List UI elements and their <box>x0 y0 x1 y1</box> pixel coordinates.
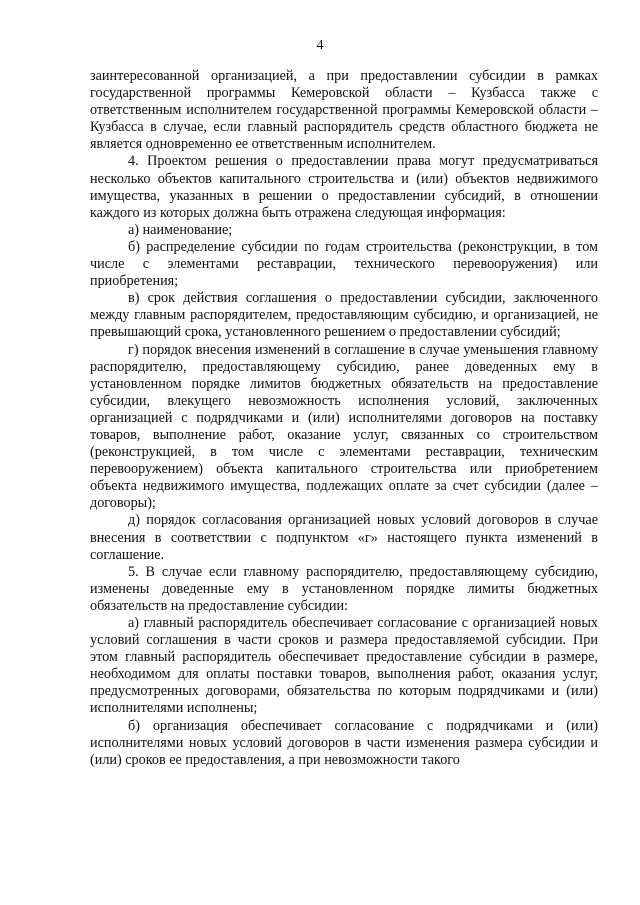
paragraph-item-5-subitem-b: б) организация обеспечивает согласование с подрядчиками и (или) исполнителями новых условий договоров в части изменения размера субсидии и (или) сроков ее предоставления, а при невозможности такого <box>90 717 598 768</box>
paragraph-subitem-b: б) распределение субсидии по годам строительства (реконструкции, в том числе с элементами реставрации, технического перевооружения) или приобретения; <box>90 238 598 290</box>
paragraph-subitem-a: а) наименование; <box>128 221 233 238</box>
paragraph-item-4: 4. Проектом решения о предоставлении права могут предусматриваться несколько объектов капитального строительства и (или) объектов недвижимого имущества, указанных в решении о предоставлении субсидий, в отношении каждого из которых должна быть отражена следующая информация: <box>90 153 598 221</box>
paragraph-subitem-d: д) порядок согласования организацией новых условий договоров в случае внесения в соответствии с подпунктом «г» настоящего пункта изменений в соглашение. <box>90 512 598 563</box>
page-number: 4 <box>316 38 324 53</box>
paragraph-continuation: заинтересованной организацией, а при предоставлении субсидии в рамках государственной программы Кемеровской области – Кузбасса также с ответственным исполнителем государственной программы Кемеровской области – Кузбасса в случае, если главный распорядитель средств областного бюджета не является одновременно ее ответственным исполнителем. <box>90 68 598 153</box>
document-body <box>90 68 598 769</box>
paragraph-subitem-v: в) срок действия соглашения о предоставлении субсидии, заключенного между главным распорядителем, предоставляющим субсидию, и организацией, не превышающий срока, установленного решением о предоставлении субсидий; <box>90 290 598 341</box>
paragraph-item-5-subitem-a: а) главный распорядитель обеспечивает согласование с организацией новых условий соглашения в части сроков и размера предоставляемой субсидии. При этом главный распорядитель обеспечивает предоставление субсидии в размере, необходимом для оплаты поставки товаров, выполнения работ, оказания услуг, предусмотренных договорами, обязательства по которым подрядчиками и (или) исполнителями исполнены; <box>90 615 598 717</box>
paragraph-subitem-g: г) порядок внесения изменений в соглашение в случае уменьшения главному распорядителю, предоставляющему субсидию, ранее доведенных ему в установленном порядке лимитов бюджетных обязательств на предоставление субсидии, влекущего невозможность исполнения условий, заключенных организацией с подрядчиками и (или) исполнителями договоров на поставку товаров, выполнение работ, оказание услуг, связанных со строительством (реконструкцией, в том числе с элементами реставрации, техническим перевооружением) объекта капитального строительства или приобретением объекта недвижимого имущества, подлежащих оплате за счет субсидии (далее – договоры); <box>90 341 598 512</box>
paragraph-item-5: 5. В случае если главному распорядителю, предоставляющему субсидию, изменены доведенные ему в установленном порядке лимиты бюджетных обязательств на предоставление субсидии: <box>90 563 598 614</box>
